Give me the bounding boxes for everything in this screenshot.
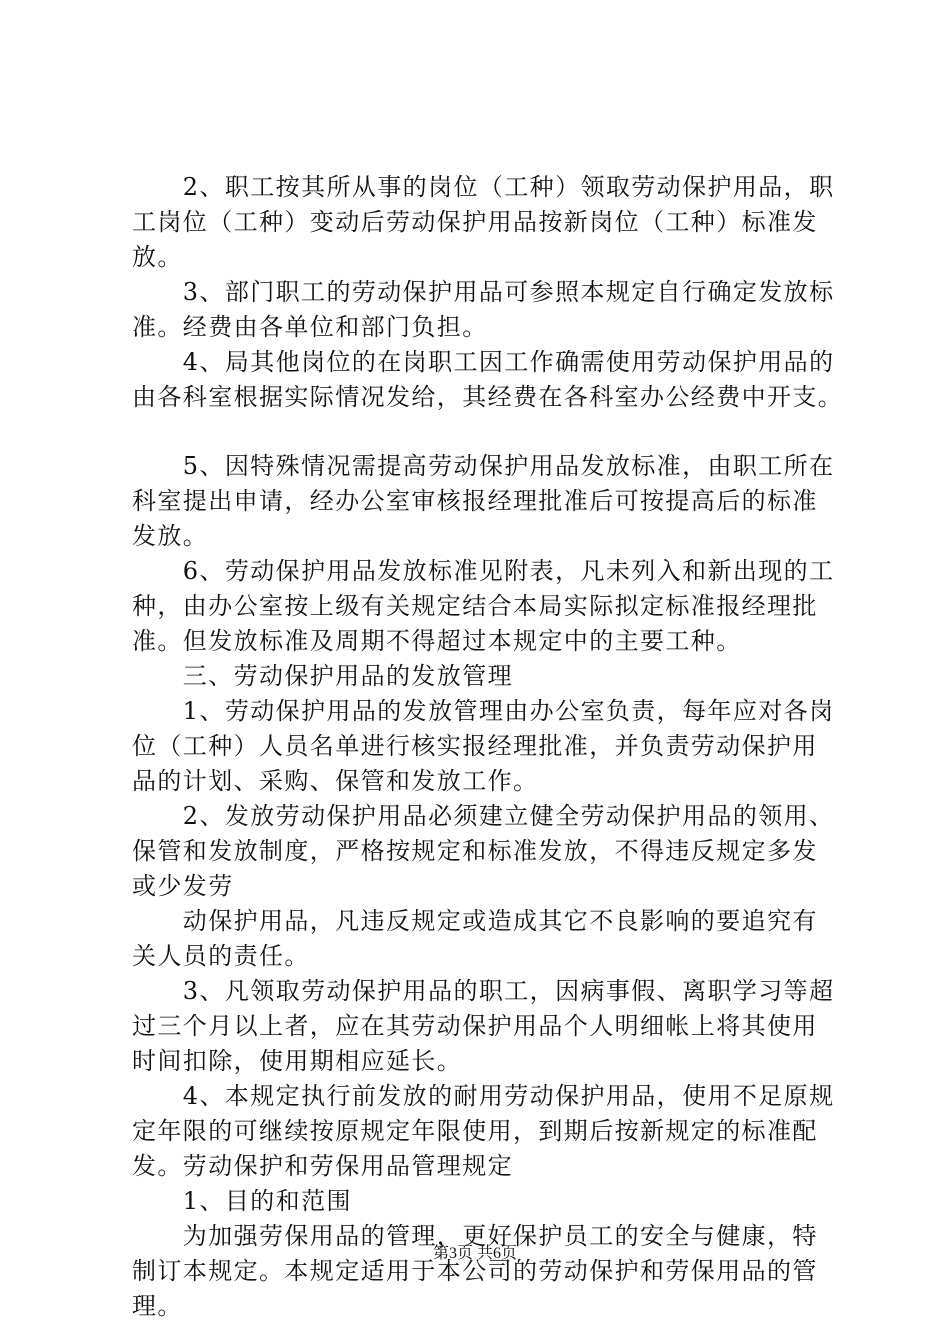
text-line: 理。 [132,1292,183,1320]
blank-line [132,415,832,449]
text-line: 过三个月以上者，应在其劳动保护用品个人明细帐上将其使用 [132,1012,818,1040]
text-line: 2、发放劳动保护用品必须建立健全劳动保护用品的领用、 [132,802,835,830]
text-line: 4、局其他岗位的在岗职工因工作确需使用劳动保护用品的 [132,348,835,376]
document-body [132,170,844,1324]
text-line: 工岗位（工种）变动后劳动保护用品按新岗位（工种）标准发 [132,208,818,236]
page-number-footer: 第3页 共6页 [432,1245,517,1262]
text-line: 关人员的责任。 [132,942,310,970]
text-line: 发放。 [132,522,209,550]
text-line: 时间扣除，使用期相应延长。 [132,1047,463,1075]
text-line: 位（工种）人员名单进行核实报经理批准，并负责劳动保护用 [132,732,818,760]
section-heading: 三、劳动保护用品的发放管理 [132,662,513,690]
text-line: 3、部门职工的劳动保护用品可参照本规定自行确定发放标 [132,278,835,306]
text-line: 保管和发放制度，严格按规定和标准发放，不得违反规定多发 [132,837,818,865]
text-line: 5、因特殊情况需提高劳动保护用品发放标准，由职工所在 [132,452,835,480]
text-line: 由各科室根据实际情况发给，其经费在各科室办公经费中开支。 [132,383,844,411]
text-line: 6、劳动保护用品发放标准见附表，凡未列入和新出现的工 [132,557,835,585]
text-line: 定年限的可继续按原规定年限使用，到期后按新规定的标准配 [132,1117,818,1145]
text-line: 动保护用品，凡违反规定或造成其它不良影响的要追究有 [132,907,818,935]
text-line: 4、本规定执行前发放的耐用劳动保护用品，使用不足原规 [132,1082,835,1110]
text-line: 或少发劳 [132,872,234,900]
section-heading: 1、目的和范围 [132,1187,352,1215]
text-line: 准。但发放标准及周期不得超过本规定中的主要工种。 [132,627,742,655]
text-line: 为加强劳保用品的管理，更好保护员工的安全与健康，特 [132,1222,818,1250]
text-line: 1、劳动保护用品的发放管理由办公室负责，每年应对各岗 [132,697,835,725]
text-line: 种，由办公室按上级有关规定结合本局实际拟定标准报经理批 [132,592,818,620]
text-line: 准。经费由各单位和部门负担。 [132,313,488,341]
text-line: 品的计划、采购、保管和发放工作。 [132,767,539,795]
text-line: 3、凡领取劳动保护用品的职工，因病事假、离职学习等超 [132,977,835,1005]
text-line: 发。劳动保护和劳保用品管理规定 [132,1152,513,1180]
text-line: 2、职工按其所从事的岗位（工种）领取劳动保护用品，职 [132,173,835,201]
text-line: 放。 [132,243,183,271]
text-line: 制订本规定。本规定适用于本公司的劳动保护和劳保用品的管 [132,1257,818,1285]
text-line: 科室提出申请，经办公室审核报经理批准后可按提高后的标准 [132,487,818,515]
